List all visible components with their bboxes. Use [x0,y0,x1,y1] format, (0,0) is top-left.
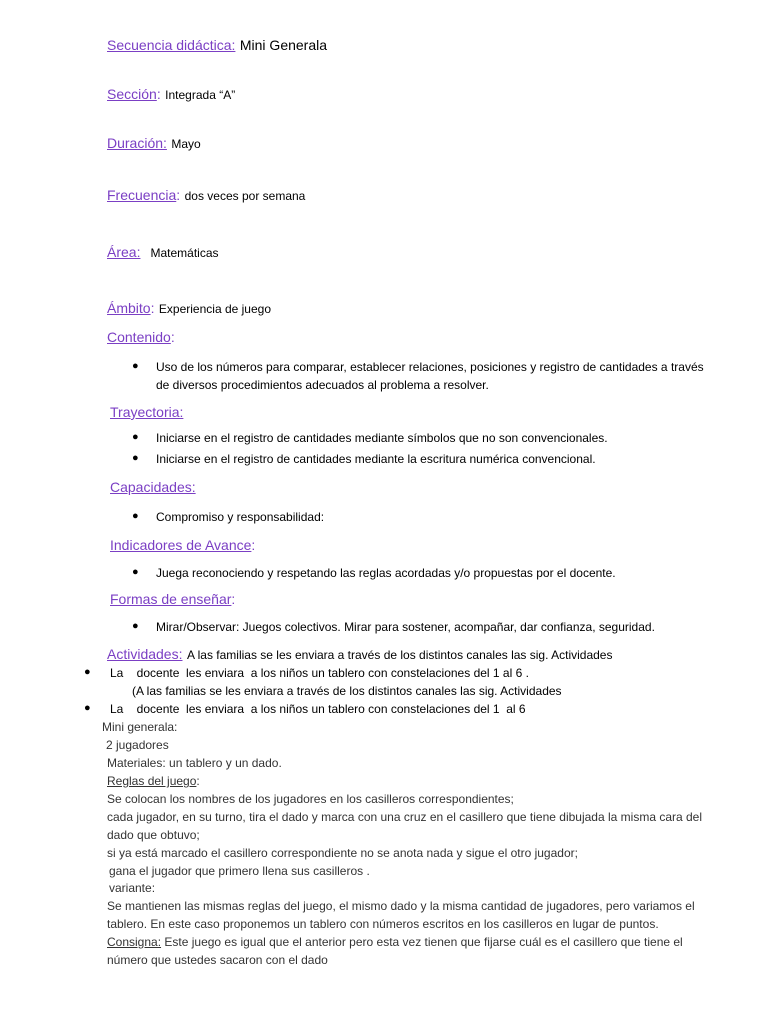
contenido-item-line1: Uso de los números para comparar, establecer relaciones, posiciones y registro de cantidades a través [156,360,704,374]
juego-title: Mini generala: [102,720,178,734]
contenido-colon: : [170,329,175,345]
contenido-label: Contenido [107,329,171,345]
secuencia-value: Mini Generala [239,37,328,53]
trayectoria-label: Trayectoria: [110,404,184,420]
frecuencia-row [107,187,305,205]
trayectoria-heading [110,404,183,422]
ambito-value: Experiencia de juego [158,302,271,316]
regla-4: gana el jugador que primero llena sus casilleros . [109,864,370,878]
duracion-value: Mayo [171,137,201,151]
area-row [107,244,219,262]
bullet-icon: ● [84,666,91,678]
indicadores-colon: : [251,537,256,553]
regla-2a: cada jugador, en su turno, tira el dado y marca con una cruz en el casillero que tiene dibujada la misma cara del [107,810,703,824]
regla-1: Se colocan los nombres de los jugadores en los casilleros correspondientes; [107,792,514,806]
consigna-label: Consigna: [107,935,162,949]
seccion-row [107,86,235,104]
frecuencia-label: Frecuencia [107,187,177,203]
bullet-icon: ● [132,566,139,578]
area-value: Matemáticas [150,246,219,260]
seccion-colon: : [156,86,161,102]
capacidades-heading [110,479,196,497]
regla-3: si ya está marcado el casillero correspondiente no se anota nada y sigue el otro jugador; [107,846,578,860]
ambito-colon: : [150,300,155,316]
actividades-bullet-2: La docente les enviara a los niños un tablero con constelaciones del 1 al 6 [110,702,526,716]
duracion-label: Duración: [107,135,167,151]
bullet-icon: ● [132,620,139,632]
frecuencia-value: dos veces por semana [184,189,306,203]
contenido-item-line2: de diversos procedimientos adecuados al problema a resolver. [156,378,489,392]
capacidades-label: Capacidades: [110,479,196,495]
actividades-value: A las familias se les enviara a través de los distintos canales las sig. Actividades [186,648,613,662]
variante-line-2: tablero. En este caso proponemos un tablero con números escritos en los casilleros en lugar de puntos. [107,917,659,931]
bullet-icon: ● [132,360,139,372]
indicadores-heading [110,537,255,555]
ambito-row [107,300,271,318]
capacidades-item: Compromiso y responsabilidad: [156,510,325,524]
bullet-icon: ● [84,702,91,714]
indicadores-item: Juega reconociendo y respetando las reglas acordadas y/o propuestas por el docente. [156,566,616,580]
variante-line-1: Se mantienen las mismas reglas del juego, el mismo dado y la misma cantidad de jugadores, pero variamos el [107,899,695,913]
contenido-heading [107,329,175,347]
actividades-row [107,646,612,664]
secuencia-label: Secuencia didáctica: [107,37,236,53]
trayectoria-item: Iniciarse en el registro de cantidades mediante símbolos que no son convencionales. [156,431,608,445]
actividades-bullet-1: La docente les enviara a los niños un tablero con constelaciones del 1 al 6 . [110,666,529,680]
formas-item: Mirar/Observar: Juegos colectivos. Mirar para sostener, acompañar, dar confianza, seguridad. [156,620,655,634]
regla-2b: dado que obtuvo; [107,828,200,842]
formas-heading [110,591,235,609]
secuencia-row [107,37,327,55]
bullet-icon: ● [132,431,139,443]
seccion-label: Sección [107,86,157,102]
consigna-line-2: número que ustedes sacaron con el dado [107,953,328,967]
frecuencia-colon: : [176,187,181,203]
juego-materiales: Materiales: un tablero y un dado. [107,756,282,770]
ambito-label: Ámbito [107,300,151,316]
trayectoria-item: Iniciarse en el registro de cantidades mediante la escritura numérica convencional. [156,452,596,466]
seccion-value: Integrada “A” [165,88,236,102]
area-label: Área: [107,244,141,260]
reglas-label: Reglas del juego [107,774,197,788]
bullet-icon: ● [132,452,139,464]
formas-label: Formas de enseñar [110,591,232,607]
formas-colon: : [231,591,236,607]
actividades-label: Actividades: [107,646,183,662]
reglas-colon: : [196,774,200,788]
actividades-para: (A las familias se les enviara a través de los distintos canales las sig. Actividades [132,684,562,698]
bullet-icon: ● [132,510,139,522]
duracion-row [107,135,201,153]
indicadores-label: Indicadores de Avance [110,537,252,553]
variante-heading: variante: [109,881,156,895]
juego-jugadores: 2 jugadores [106,738,169,752]
reglas-heading [107,774,200,788]
consigna-row [107,935,683,949]
consigna-line-1: Este juego es igual que el anterior pero esta vez tienen que fijarse cuál es el casillero que tiene el [164,935,683,949]
